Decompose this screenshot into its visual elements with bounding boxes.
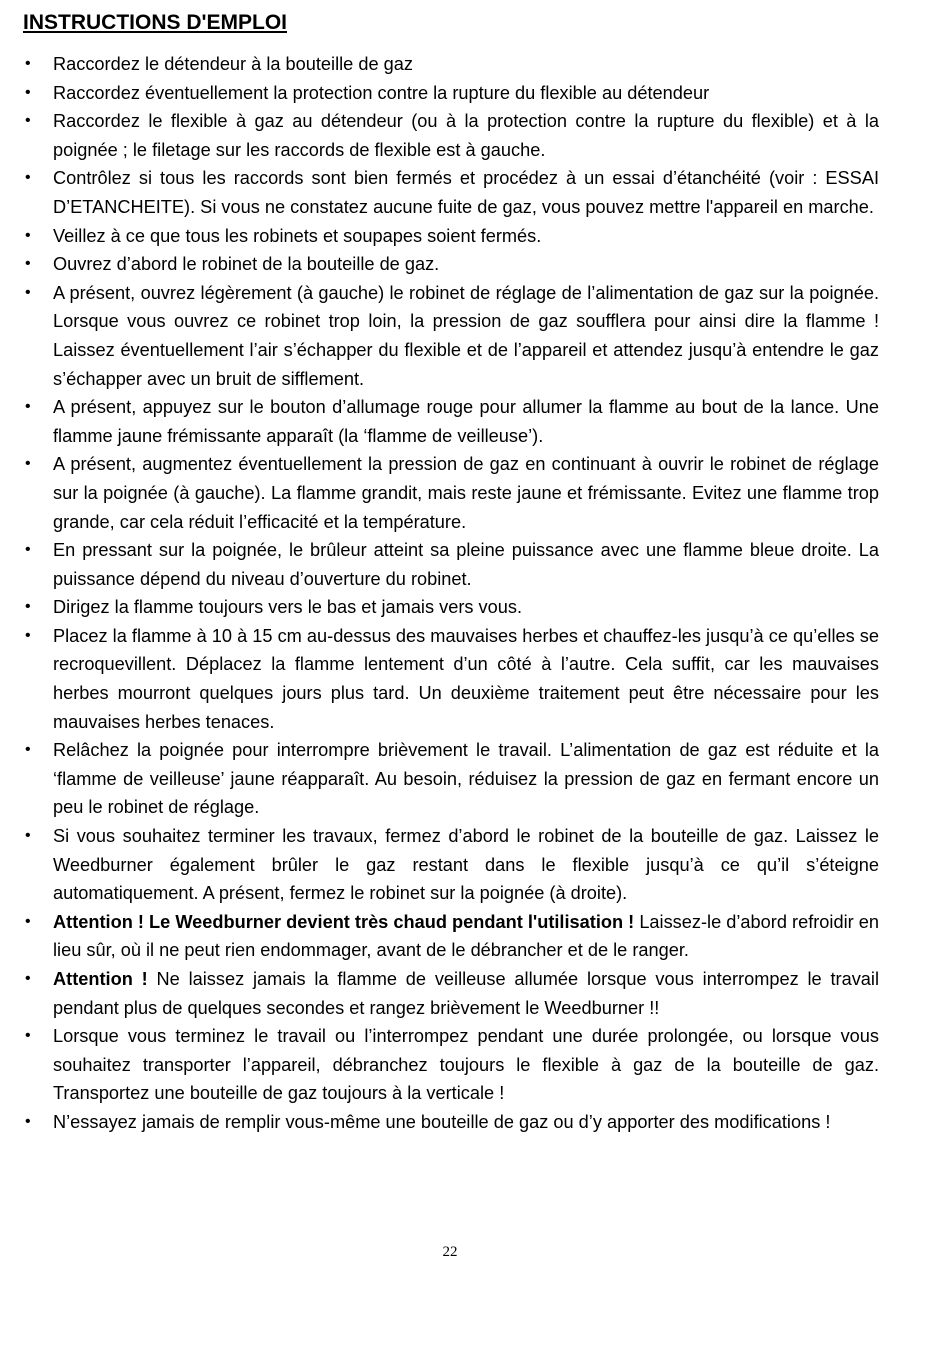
bullet-icon: •: [25, 598, 31, 616]
item-text: N’essayez jamais de remplir vous-même une bouteille de gaz ou d’y apporter des modifications !: [53, 1111, 831, 1132]
list-item: [25, 1022, 879, 1108]
item-text: A présent, augmentez éventuellement la pression de gaz en continuant à ouvrir le robinet de réglage sur la poignée (à gauche). La flamme grandit, mais reste jaune et frémissante. Evitez une flamme trop grande, car cela réduit l’efficacité et la température.: [53, 454, 879, 532]
list-item: [25, 107, 879, 164]
item-text: Ouvrez d’abord le robinet de la bouteille de gaz.: [53, 254, 440, 275]
list-item: [25, 164, 879, 221]
bullet-icon: •: [25, 83, 31, 101]
list-item: [25, 250, 879, 279]
item-text: Raccordez le flexible à gaz au détendeur (ou à la protection contre la rupture du flexible) et à la poignée ; le filetage sur les raccords de flexible est à gauche.: [53, 111, 879, 160]
bullet-icon: •: [25, 970, 31, 987]
item-text: A présent, ouvrez légèrement (à gauche) le robinet de réglage de l’alimentation de gaz sur la poignée. Lorsque vous ouvrez ce robinet trop loin, la pression de gaz soufflera pour ainsi dire la flamme ! Laissez éventuellement l’air s’échapper du flexible et de l’appareil et attendez jusqu’à entendre le gaz s’échapper avec un bruit de sifflement.: [53, 282, 879, 389]
list-item: [25, 393, 879, 450]
item-bold-text: Attention !: [53, 969, 148, 989]
bullet-icon: •: [25, 827, 31, 845]
item-text: Placez la flamme à 10 à 15 cm au-dessus des mauvaises herbes et chauffez-les jusqu’à ce qu’elles se recroquevillent. Déplacez la flamme lentement d’un côté à l’autre. Cela suffit, car les mauvaises herbes mourront quelques jours plus tard. Un deuxième traitement peut être nécessaire pour les mauvaises herbes tenaces.: [53, 625, 879, 732]
bullet-icon: •: [25, 55, 31, 72]
list-item: [25, 536, 879, 593]
bullet-icon: •: [25, 455, 31, 473]
item-text: Lorsque vous terminez le travail ou l’interrompez pendant une durée prolongée, ou lorsque vous souhaitez transporter l’appareil, débranchez toujours le flexible à gaz de la bouteille de gaz. Transportez une bouteille de gaz toujours à la verticale !: [53, 1026, 879, 1104]
list-item: [25, 736, 879, 822]
list-item: [25, 279, 879, 393]
list-item: [25, 593, 879, 622]
item-text: Raccordez éventuellement la protection contre la rupture du flexible au détendeur: [53, 82, 710, 103]
bullet-icon: •: [25, 912, 31, 930]
bullet-icon: •: [25, 169, 31, 187]
bullet-icon: •: [25, 1112, 31, 1130]
item-text: En pressant sur la poignée, le brûleur atteint sa pleine puissance avec une flamme bleue droite. La puissance dépend du niveau d’ouverture du robinet.: [53, 540, 879, 589]
bullet-icon: •: [25, 626, 31, 644]
bullet-icon: •: [25, 398, 31, 416]
bullet-icon: •: [25, 255, 31, 273]
item-text: Veillez à ce que tous les robinets et soupapes soient fermés.: [53, 225, 542, 246]
list-item: [25, 965, 879, 1022]
page-title: INSTRUCTIONS D'EMPLOI: [23, 11, 287, 34]
item-text: Raccordez le détendeur à la bouteille de gaz: [53, 54, 413, 74]
list-item: [25, 79, 879, 108]
instructions-list: [25, 50, 879, 1137]
item-bold-text: Attention ! Le Weedburner devient très chaud pendant l'utilisation !: [53, 911, 635, 932]
item-text: Contrôlez si tous les raccords sont bien fermés et procédez à un essai d’étanchéité (voir : ESSAI D’ETANCHEITE). Si vous ne constatez aucune fuite de gaz, vous pouvez mettre l'appareil en marche.: [53, 168, 879, 217]
list-item: [25, 222, 879, 251]
item-text: Laissez-le d’abord refroidir en lieu sûr, où il ne peut rien endommager, avant de le débrancher et de le ranger.: [53, 911, 879, 961]
list-item: [25, 908, 879, 965]
page-number: 22: [442, 1244, 458, 1260]
list-item: [25, 1108, 879, 1137]
list-item: [25, 822, 879, 908]
bullet-icon: •: [25, 541, 31, 559]
bullet-icon: •: [25, 112, 31, 130]
list-item: [25, 622, 879, 736]
bullet-icon: •: [25, 1027, 31, 1045]
item-text: A présent, appuyez sur le bouton d’allumage rouge pour allumer la flamme au bout de la lance. Une flamme jaune frémissante apparaît (la ‘flamme de veilleuse’).: [53, 397, 879, 446]
item-text: Dirigez la flamme toujours vers le bas et jamais vers vous.: [53, 597, 523, 618]
list-item: [25, 50, 879, 79]
bullet-icon: •: [25, 226, 31, 244]
item-text: Si vous souhaitez terminer les travaux, fermez d’abord le robinet de la bouteille de gaz. Laissez le Weedburner également brûler le gaz restant dans le flexible jusqu’à ce qu’il s’éteigne automatiquement. A présent, fermez le robinet sur la poignée (à droite).: [53, 826, 879, 904]
list-item: [25, 450, 879, 536]
bullet-icon: •: [25, 283, 31, 301]
item-text: Ne laissez jamais la flamme de veilleuse allumée lorsque vous interrompez le travail pendant plus de quelques secondes et rangez brièvement le Weedburner !!: [53, 969, 879, 1018]
bullet-icon: •: [25, 741, 31, 759]
item-text: Relâchez la poignée pour interrompre brièvement le travail. L’alimentation de gaz est réduite et la ‘flamme de veilleuse’ jaune réapparaît. Au besoin, réduisez la pression de gaz en fermant encore un peu le robinet de réglage.: [53, 740, 879, 818]
